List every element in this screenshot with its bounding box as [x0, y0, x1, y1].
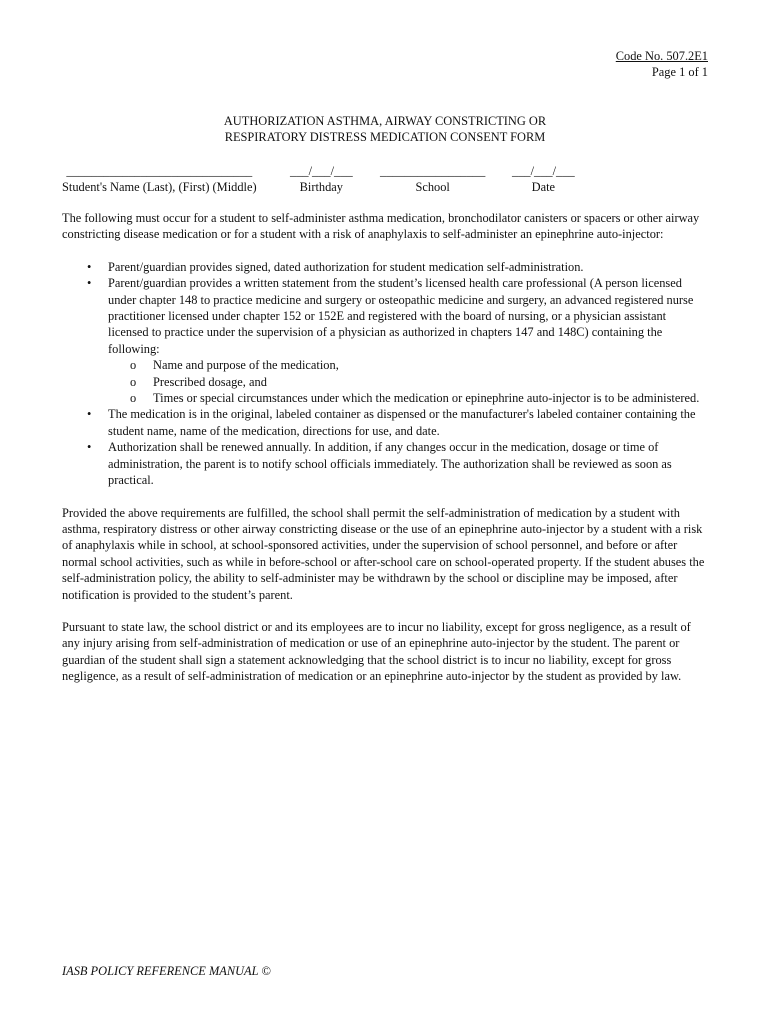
sub-item-dosage: o Prescribed dosage, and: [153, 374, 708, 390]
requirement-item-professional-statement: [108, 275, 708, 406]
provided-paragraph: Provided the above requirements are fulfilled, the school shall permit the self-administration of medication by a student with asthma, respiratory distress or other airway constricting disease or the use of an epinephrine auto-injector by a student with a risk of anaphylaxis while in school, at school-sponsored activities, under the supervision of school personnel, and before or after normal school activities, such as while in before-school or after-school care on school-operated property. If the student abuses the self-administration policy, the ability to self-administer may be withdrawn by the school or discipline may be imposed, after notification is provided to the student’s parent.: [62, 505, 705, 602]
date-label: Date: [531, 180, 556, 195]
form-title: [0, 113, 770, 146]
student-name-field[interactable]: [62, 163, 257, 196]
student-name-label: Student's Name (Last), (First) (Middle): [62, 180, 257, 195]
requirement-item-container: • The medication is in the original, labeled container as dispensed or the manufacturer's labeled container containing the student name, name of the medication, directions for use, and date.: [108, 406, 708, 439]
page-number: Page 1 of 1: [651, 65, 708, 80]
date-field[interactable]: [512, 163, 575, 196]
date-blank[interactable]: ___/___/___: [512, 164, 575, 178]
student-name-blank[interactable]: ______________________________: [66, 164, 253, 178]
code-number: Code No. 507.2E1: [615, 49, 708, 63]
statement-contents-list: [108, 357, 708, 406]
form-title-line-1: AUTHORIZATION ASTHMA, AIRWAY CONSTRICTING OR: [223, 114, 547, 128]
sub-item-name-purpose: o Name and purpose of the medication,: [153, 357, 708, 373]
requirement-item-text: Parent/guardian provides a written statement from the student’s licensed health care professional (A person licensed under chapter 148 to practice medicine and surgery or osteopathic medicine and surgery, an advanced registered nurse practitioner licensed under chapter 152 or 152E and registered with the board of nursing, or a physician assistant licensed to practice under the supervision of a physician as authorized in chapters 147 and 148C) containing the following:: [108, 276, 694, 356]
pursuant-paragraph: Pursuant to state law, the school district or and its employees are to incur no liability, except for gross negligence, as a result of any injury arising from self-administration of medication or use of an epinephrine auto-injector by the student. The parent or guardian of the student shall sign a statement acknowledging that the school district is to incur no liability, except for gross negligence, as a result of self-administration of medication or an epinephrine auto-injector by the student as provided by law.: [62, 619, 691, 684]
footer-manual-reference: IASB POLICY REFERENCE MANUAL ©: [62, 964, 271, 978]
school-field[interactable]: [380, 163, 485, 196]
birthday-field[interactable]: [290, 163, 353, 196]
requirement-item-authorization: • Parent/guardian provides signed, dated authorization for student medication self-administration.: [108, 259, 708, 275]
intro-paragraph: The following must occur for a student to self-administer asthma medication, bronchodilator canisters or spacers or other airway constricting disease medication or for a student with a risk of anaphylaxis to self-administer an epinephrine auto-injector:: [62, 211, 700, 242]
form-title-line-2: RESPIRATORY DISTRESS MEDICATION CONSENT FORM: [224, 130, 546, 145]
school-label: School: [415, 180, 450, 195]
form-body: [62, 210, 708, 685]
birthday-blank[interactable]: ___/___/___: [290, 164, 353, 178]
document-header: [616, 48, 708, 81]
school-blank[interactable]: _________________: [380, 164, 486, 178]
requirements-list: [62, 259, 708, 489]
sub-item-times: o Times or special circumstances under which the medication or epinephrine auto-injector is to be administered.: [153, 390, 708, 406]
student-info-fields: [62, 163, 708, 199]
requirement-item-renewal: • Authorization shall be renewed annually. In addition, if any changes occur in the medication, dosage or time of administration, the parent is to notify school officials immediately. The authorization shall be reviewed as soon as practical.: [108, 439, 708, 488]
birthday-label: Birthday: [299, 180, 344, 195]
